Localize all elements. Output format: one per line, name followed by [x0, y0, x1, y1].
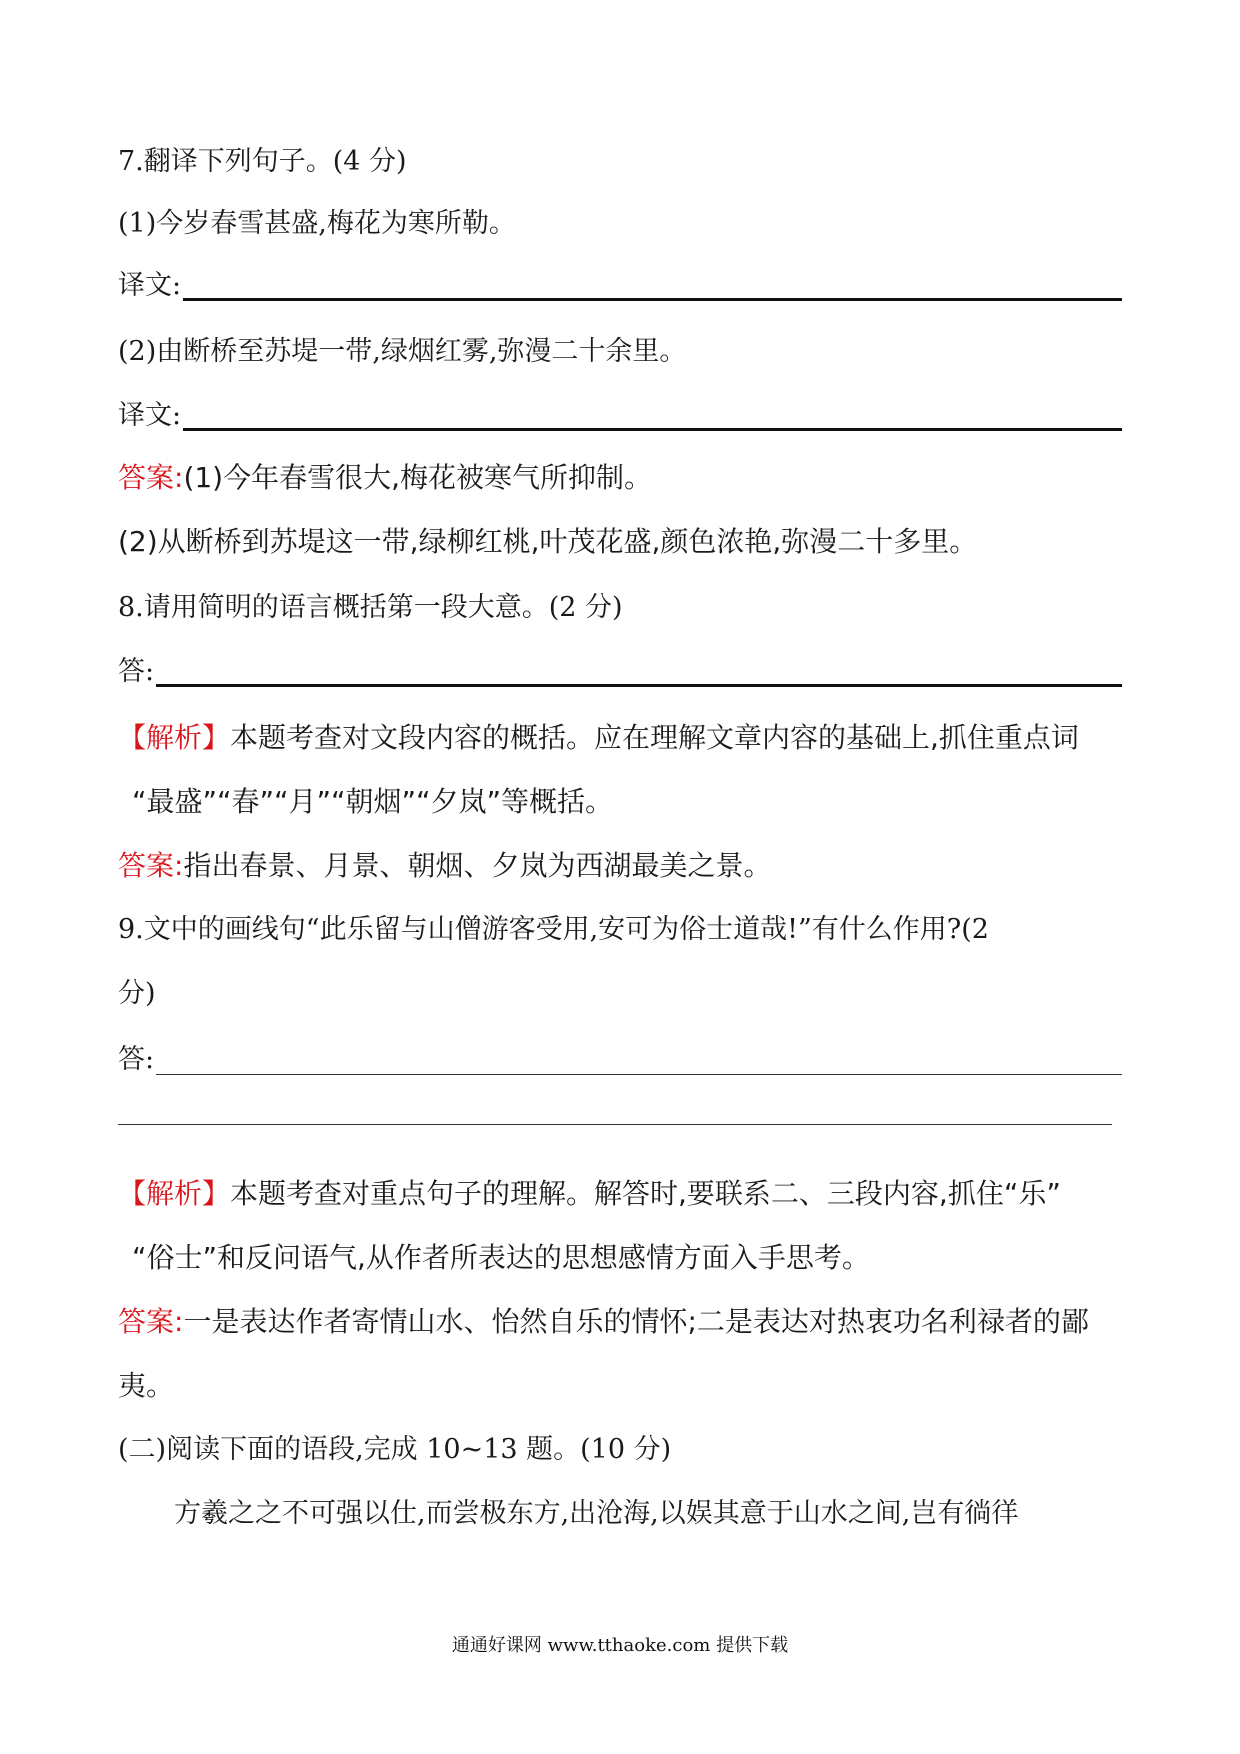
answer-fill-label: 答:	[118, 656, 155, 687]
answer-line[interactable]	[183, 428, 1122, 431]
section2-heading: (二)阅读下面的语段,完成 10~13 题。(10 分)	[118, 1434, 672, 1465]
answer-line[interactable]	[183, 298, 1122, 301]
answer-text: (1)今年春雪很大,梅花被寒气所抑制。	[183, 461, 653, 494]
answer-label: 答案:	[118, 461, 184, 494]
q7-answer-2: (2)从断桥到苏堤这一带,绿柳红桃,叶茂花盛,颜色浓艳,弥漫二十多里。	[118, 525, 978, 558]
page-footer: 通通好课网 www.tthaoke.com 提供下载	[451, 1635, 789, 1656]
analysis-label: 【解析】	[118, 1177, 231, 1210]
q7-fill-row-1	[118, 268, 1122, 304]
q8-fill-row	[118, 654, 1122, 690]
translation-label: 译文:	[118, 270, 182, 301]
q9-answer-2: 夷。	[118, 1369, 175, 1402]
answer-line[interactable]	[156, 1074, 1122, 1075]
q9-fill-row	[118, 1042, 1122, 1078]
answer-text: 指出春景、月景、朝烟、夕岚为西湖最美之景。	[183, 849, 772, 882]
q9-answer-1	[118, 1304, 1122, 1340]
q7-sentence-1: (1)今岁春雪甚盛,梅花为寒所勒。	[118, 208, 516, 239]
answer-line[interactable]	[156, 684, 1122, 687]
q9-stem-1: 9.文中的画线句“此乐留与山僧游客受用,安可为俗士道哉!”有什么作用?(2	[118, 914, 989, 945]
section2-passage: 方羲之之不可强以仕,而尝极东方,出沧海,以娱其意于山水之间,岂有徜徉	[174, 1498, 1019, 1529]
q8-analysis-1	[118, 720, 1122, 756]
q7-fill-row-2	[118, 398, 1122, 434]
analysis-text: 本题考查对文段内容的概括。应在理解文章内容的基础上,抓住重点词	[230, 721, 1079, 754]
answer-label: 答案:	[118, 1305, 184, 1338]
answer-label: 答案:	[118, 849, 184, 882]
q9-stem-2: 分)	[118, 978, 156, 1009]
q9-analysis-2: “俗士”和反问语气,从作者所表达的思想感情方面入手思考。	[132, 1241, 870, 1274]
q7-stem: 7.翻译下列句子。(4 分)	[118, 146, 407, 177]
answer-text: 一是表达作者寄情山水、怡然自乐的情怀;二是表达对热衷功名利禄者的鄙	[183, 1305, 1089, 1338]
q7-answer-1	[118, 460, 1122, 496]
q9-analysis-1	[118, 1176, 1122, 1212]
answer-line-2[interactable]	[118, 1124, 1112, 1125]
translation-label: 译文:	[118, 400, 182, 431]
answer-fill-label: 答:	[118, 1044, 155, 1075]
analysis-label: 【解析】	[118, 721, 231, 754]
q7-sentence-2: (2)由断桥至苏堤一带,绿烟红雾,弥漫二十余里。	[118, 336, 687, 367]
q8-stem: 8.请用简明的语言概括第一段大意。(2 分)	[118, 592, 623, 623]
q8-analysis-2: “最盛”“春”“月”“朝烟”“夕岚”等概括。	[132, 785, 614, 818]
q8-answer	[118, 848, 1122, 884]
analysis-text: 本题考查对重点句子的理解。解答时,要联系二、三段内容,抓住“乐”	[230, 1177, 1061, 1210]
